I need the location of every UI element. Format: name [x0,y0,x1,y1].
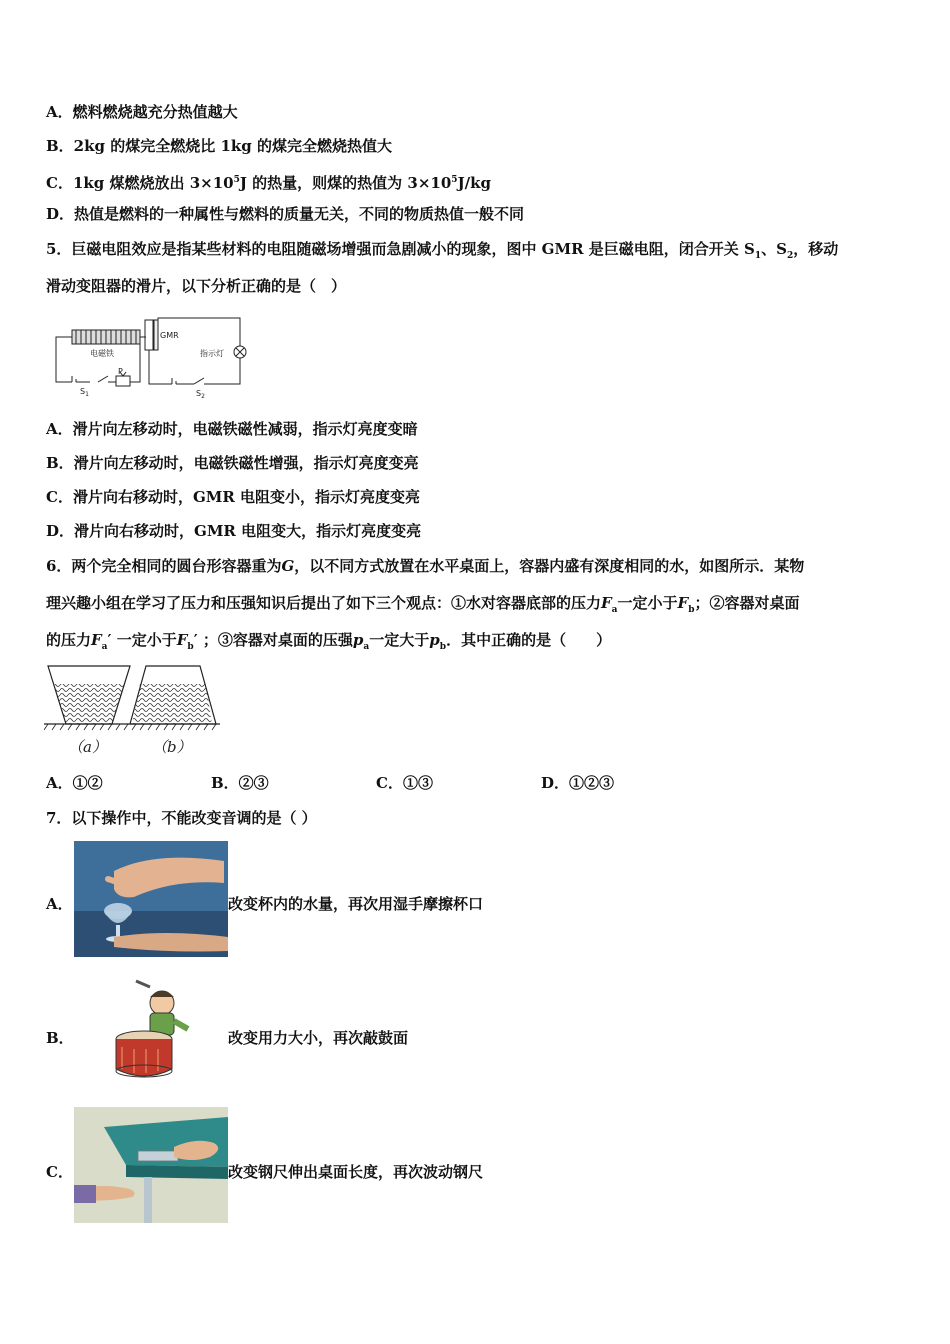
q6-option-b: B．②③ [211,774,269,792]
q5-option-c: C．滑片向右移动时，GMR 电阻变小，指示灯亮度变亮 [46,488,421,506]
electromagnet-label: 电磁铁 [90,349,114,358]
lamp-label: 指示灯 [200,349,224,358]
q7-drum-image [74,975,228,1091]
q7-stem: 7．以下操作中，不能改变音调的是（ ） [46,809,317,827]
q4-option-d: D．热值是燃料的一种属性与燃料的质量无关，不同的物质热值一般不同 [46,205,525,223]
q6-stem-line1: 6．两个完全相同的圆台形容器重为G，以不同方式放置在水平桌面上，容器内盛有深度相同的水，如图所示．某物 [46,557,805,575]
container-b-water [132,684,212,724]
switch-s1-label: $S_1$ [80,387,89,398]
q7-option-a-label: A． [46,895,73,913]
q5-stem-line2: 滑动变阻器的滑片，以下分析正确的是（ ） [46,277,347,295]
q6-option-a: A．①② [46,774,103,792]
q5-option-d: D．滑片向右移动时，GMR 电阻变大，指示灯亮度变亮 [46,522,422,540]
q4-option-c: C．1kg 煤燃烧放出 $3\times 10^5J$ 的热量，则煤的热值为 $3\times 10^5J/kg$ [46,174,492,192]
q7-option-b-label: B． [46,1029,74,1047]
q5-circuit-figure [50,316,250,398]
q5-option-a: A．滑片向左移动时，电磁铁磁性减弱，指示灯亮度变暗 [46,420,418,438]
q7-glass-image [74,841,228,957]
gmr-label: GMR [160,331,179,340]
figure-a-label: （a） [68,738,107,756]
q7-ruler-image [74,1107,228,1223]
q7-option-c-text: 改变钢尺伸出桌面长度，再次波动钢尺 [228,1163,484,1181]
q7-option-c-label: C． [46,1163,73,1181]
q5-stem-line1: 5．巨磁电阻效应是指某些材料的电阻随磁场增强而急剧减小的现象，图中 GMR 是巨磁电阻，闭合开关 $S_1$、$S_2$，移动 [46,240,839,261]
q6-stem-line2: 理兴趣小组在学习了压力和压强知识后提出了如下三个观点：①水对容器底部的压力$F_a$一定小于$F_b$；②容器对桌面 [46,594,800,615]
switch-s2-label: $S_2$ [196,389,205,398]
q7-option-b-text: 改变用力大小，再次敲鼓面 [228,1029,409,1047]
q5-option-b: B．滑片向左移动时，电磁铁磁性增强，指示灯亮度变亮 [46,454,419,472]
q6-option-d: D．①②③ [541,774,615,792]
slider-label: P [118,367,123,376]
q4-option-b: B．2kg 的煤完全燃烧比 1kg 的煤完全燃烧热值大 [46,137,392,155]
q6-containers-figure [44,662,220,760]
q7-option-a-text: 改变杯内的水量，再次用湿手摩擦杯口 [228,895,484,913]
q6-option-c: C．①③ [376,774,433,792]
q6-stem-line3: 的压力$F_a'$ 一定小于$F_b'$ ；③容器对桌面的压强$p_a$一定大于$p_b$．其中正确的是（ ） [46,631,612,652]
q4-option-a: A．燃料燃烧越充分热值越大 [46,103,238,121]
figure-b-label: （b） [152,738,192,756]
